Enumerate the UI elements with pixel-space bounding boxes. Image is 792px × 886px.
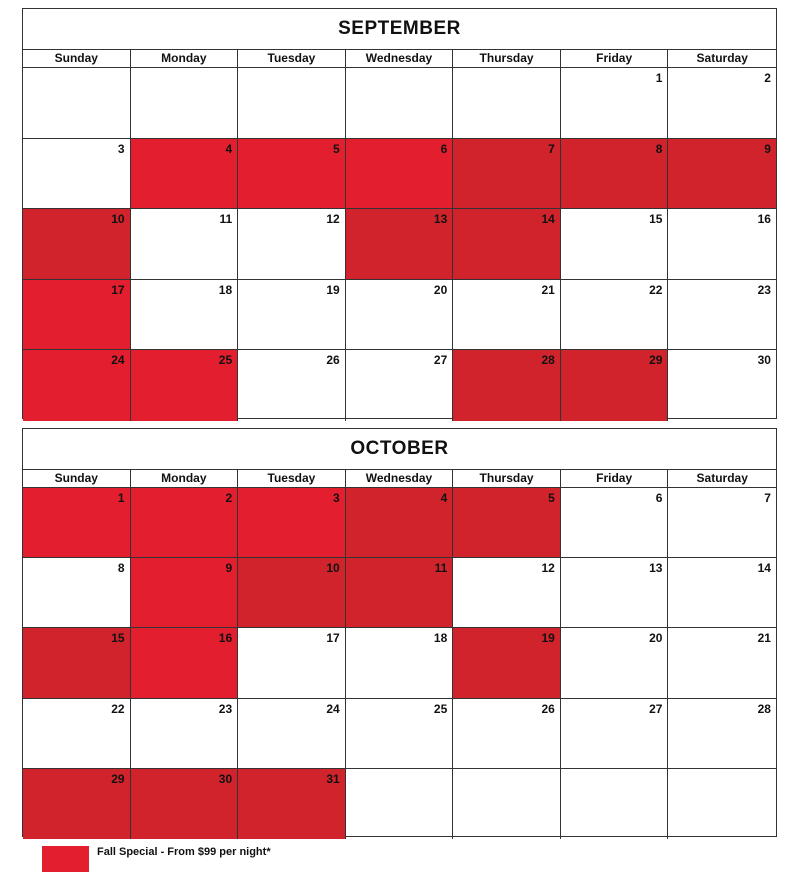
day-number: 29 <box>649 353 663 368</box>
day-number: 5 <box>333 141 340 156</box>
day-cell <box>23 209 131 280</box>
month-title: SEPTEMBER <box>23 9 776 50</box>
day-number: 10 <box>111 212 125 227</box>
day-cell <box>453 139 561 210</box>
day-number: 15 <box>649 212 663 227</box>
weekday-label: Monday <box>131 50 239 67</box>
september-calendar <box>22 8 777 419</box>
day-number: 18 <box>433 631 448 646</box>
day-number: 27 <box>649 701 663 716</box>
month-title: OCTOBER <box>23 429 776 470</box>
day-number: 4 <box>440 491 448 505</box>
weekday-label: Sunday <box>23 470 131 487</box>
empty-day-cell <box>238 68 346 139</box>
day-cell <box>346 350 454 421</box>
day-cell <box>131 209 239 280</box>
weekday-label: Thursday <box>453 470 561 487</box>
legend-label: Fall Special - From $99 per night* <box>97 846 271 858</box>
day-cell <box>131 280 239 351</box>
day-cell <box>238 139 346 210</box>
day-cell <box>238 699 346 769</box>
day-number: 8 <box>117 561 125 576</box>
day-number: 21 <box>541 282 555 297</box>
day-number: 17 <box>111 282 125 297</box>
day-number: 20 <box>433 282 448 297</box>
day-number: 2 <box>225 491 233 505</box>
legend <box>42 846 271 872</box>
day-number: 16 <box>218 631 233 646</box>
day-cell <box>668 280 776 351</box>
day-number: 30 <box>757 353 771 368</box>
weekday-label: Saturday <box>696 471 748 485</box>
day-number: 15 <box>111 631 125 646</box>
day-number: 23 <box>218 701 233 716</box>
day-cell <box>453 558 561 628</box>
day-number: 7 <box>548 141 555 156</box>
empty-day-cell <box>453 68 561 139</box>
day-cell <box>238 769 346 839</box>
day-number: 21 <box>757 631 771 646</box>
day-number: 20 <box>649 631 663 646</box>
day-number: 19 <box>541 631 555 646</box>
day-cell <box>23 699 131 769</box>
day-cell <box>668 488 776 558</box>
day-cell <box>668 68 776 139</box>
day-number: 10 <box>326 561 340 576</box>
day-number: 28 <box>541 353 555 368</box>
day-number: 13 <box>649 561 663 576</box>
day-cell <box>561 699 669 769</box>
day-cell <box>561 280 669 351</box>
day-cell <box>23 139 131 210</box>
day-number: 1 <box>655 71 663 85</box>
empty-day-cell <box>561 769 669 839</box>
day-cell <box>561 628 669 698</box>
day-number: 11 <box>219 212 233 227</box>
day-number: 16 <box>757 212 771 227</box>
day-cell <box>238 280 346 351</box>
empty-day-cell <box>453 769 561 839</box>
weekday-label: Thursday <box>453 50 561 67</box>
day-cell <box>453 488 561 558</box>
day-number: 25 <box>433 701 448 716</box>
day-cell <box>346 558 454 628</box>
empty-day-cell <box>131 68 239 139</box>
legend-swatch <box>42 846 89 872</box>
day-cell <box>238 558 346 628</box>
day-cell <box>668 209 776 280</box>
day-cell <box>668 139 776 210</box>
day-cell <box>238 209 346 280</box>
day-cell <box>131 139 239 210</box>
day-number: 9 <box>225 561 233 576</box>
day-cell <box>23 769 131 839</box>
day-number: 14 <box>757 561 771 576</box>
day-cell <box>131 628 239 698</box>
day-number: 7 <box>764 491 771 505</box>
weekday-label: Friday <box>561 470 669 487</box>
day-number: 24 <box>326 701 340 716</box>
day-cell <box>131 699 239 769</box>
weekday-label: Saturday <box>696 51 748 65</box>
day-cell <box>561 350 669 421</box>
day-number: 2 <box>764 71 771 85</box>
day-number: 12 <box>541 561 555 576</box>
day-number: 22 <box>111 701 125 716</box>
weekday-label: Monday <box>131 470 239 487</box>
day-cell <box>131 350 239 421</box>
empty-day-cell <box>346 769 454 839</box>
day-cell <box>23 280 131 351</box>
day-cell <box>238 488 346 558</box>
day-cell <box>23 350 131 421</box>
day-cell <box>668 350 776 421</box>
day-cell <box>561 488 669 558</box>
day-cell <box>453 628 561 698</box>
day-cell <box>453 350 561 421</box>
weekday-header-row <box>23 50 776 68</box>
day-number: 4 <box>225 141 233 156</box>
day-cell <box>23 488 131 558</box>
day-number: 23 <box>757 282 771 297</box>
weekday-label: Wednesday <box>346 470 454 487</box>
day-number: 24 <box>111 353 125 368</box>
day-number: 17 <box>326 631 340 646</box>
day-cell <box>668 628 776 698</box>
day-number: 31 <box>326 771 340 786</box>
day-cell <box>131 558 239 628</box>
day-number: 1 <box>117 491 125 505</box>
day-number: 30 <box>218 771 233 786</box>
day-number: 26 <box>326 353 340 368</box>
day-number: 11 <box>434 561 448 576</box>
october-calendar <box>22 428 777 837</box>
day-number: 12 <box>326 212 340 227</box>
day-cell <box>668 558 776 628</box>
day-cell <box>668 699 776 769</box>
day-number: 8 <box>655 141 663 156</box>
empty-day-cell <box>23 68 131 139</box>
day-cell <box>561 139 669 210</box>
day-grid <box>23 68 776 421</box>
day-number: 28 <box>757 701 771 716</box>
day-cell <box>346 280 454 351</box>
day-cell <box>346 699 454 769</box>
day-cell <box>346 488 454 558</box>
day-number: 25 <box>218 353 233 368</box>
day-cell <box>23 558 131 628</box>
day-cell <box>561 209 669 280</box>
day-cell <box>453 280 561 351</box>
day-grid <box>23 488 776 839</box>
day-cell <box>561 68 669 139</box>
day-number: 14 <box>541 212 555 227</box>
empty-day-cell <box>346 68 454 139</box>
day-number: 6 <box>655 491 663 505</box>
day-cell <box>238 628 346 698</box>
day-cell <box>131 488 239 558</box>
day-cell <box>23 628 131 698</box>
weekday-label: Friday <box>561 50 669 67</box>
weekday-header-row <box>23 470 776 488</box>
day-cell <box>346 209 454 280</box>
day-cell <box>238 350 346 421</box>
day-cell <box>453 209 561 280</box>
day-cell <box>453 699 561 769</box>
day-number: 13 <box>433 212 448 227</box>
weekday-label: Tuesday <box>238 470 346 487</box>
day-number: 5 <box>548 491 555 505</box>
day-number: 19 <box>326 282 340 297</box>
day-number: 27 <box>433 353 448 368</box>
day-number: 18 <box>218 282 233 297</box>
day-cell <box>561 558 669 628</box>
empty-day-cell <box>668 769 776 839</box>
day-number: 9 <box>764 141 771 156</box>
day-number: 3 <box>333 491 340 505</box>
day-number: 22 <box>649 282 663 297</box>
day-number: 26 <box>541 701 555 716</box>
day-cell <box>346 139 454 210</box>
day-number: 29 <box>111 771 125 786</box>
day-cell <box>131 769 239 839</box>
weekday-label: Wednesday <box>346 50 454 67</box>
day-number: 3 <box>117 141 125 156</box>
weekday-label: Sunday <box>23 50 131 67</box>
day-cell <box>346 628 454 698</box>
day-number: 6 <box>440 141 448 156</box>
weekday-label: Tuesday <box>238 50 346 67</box>
